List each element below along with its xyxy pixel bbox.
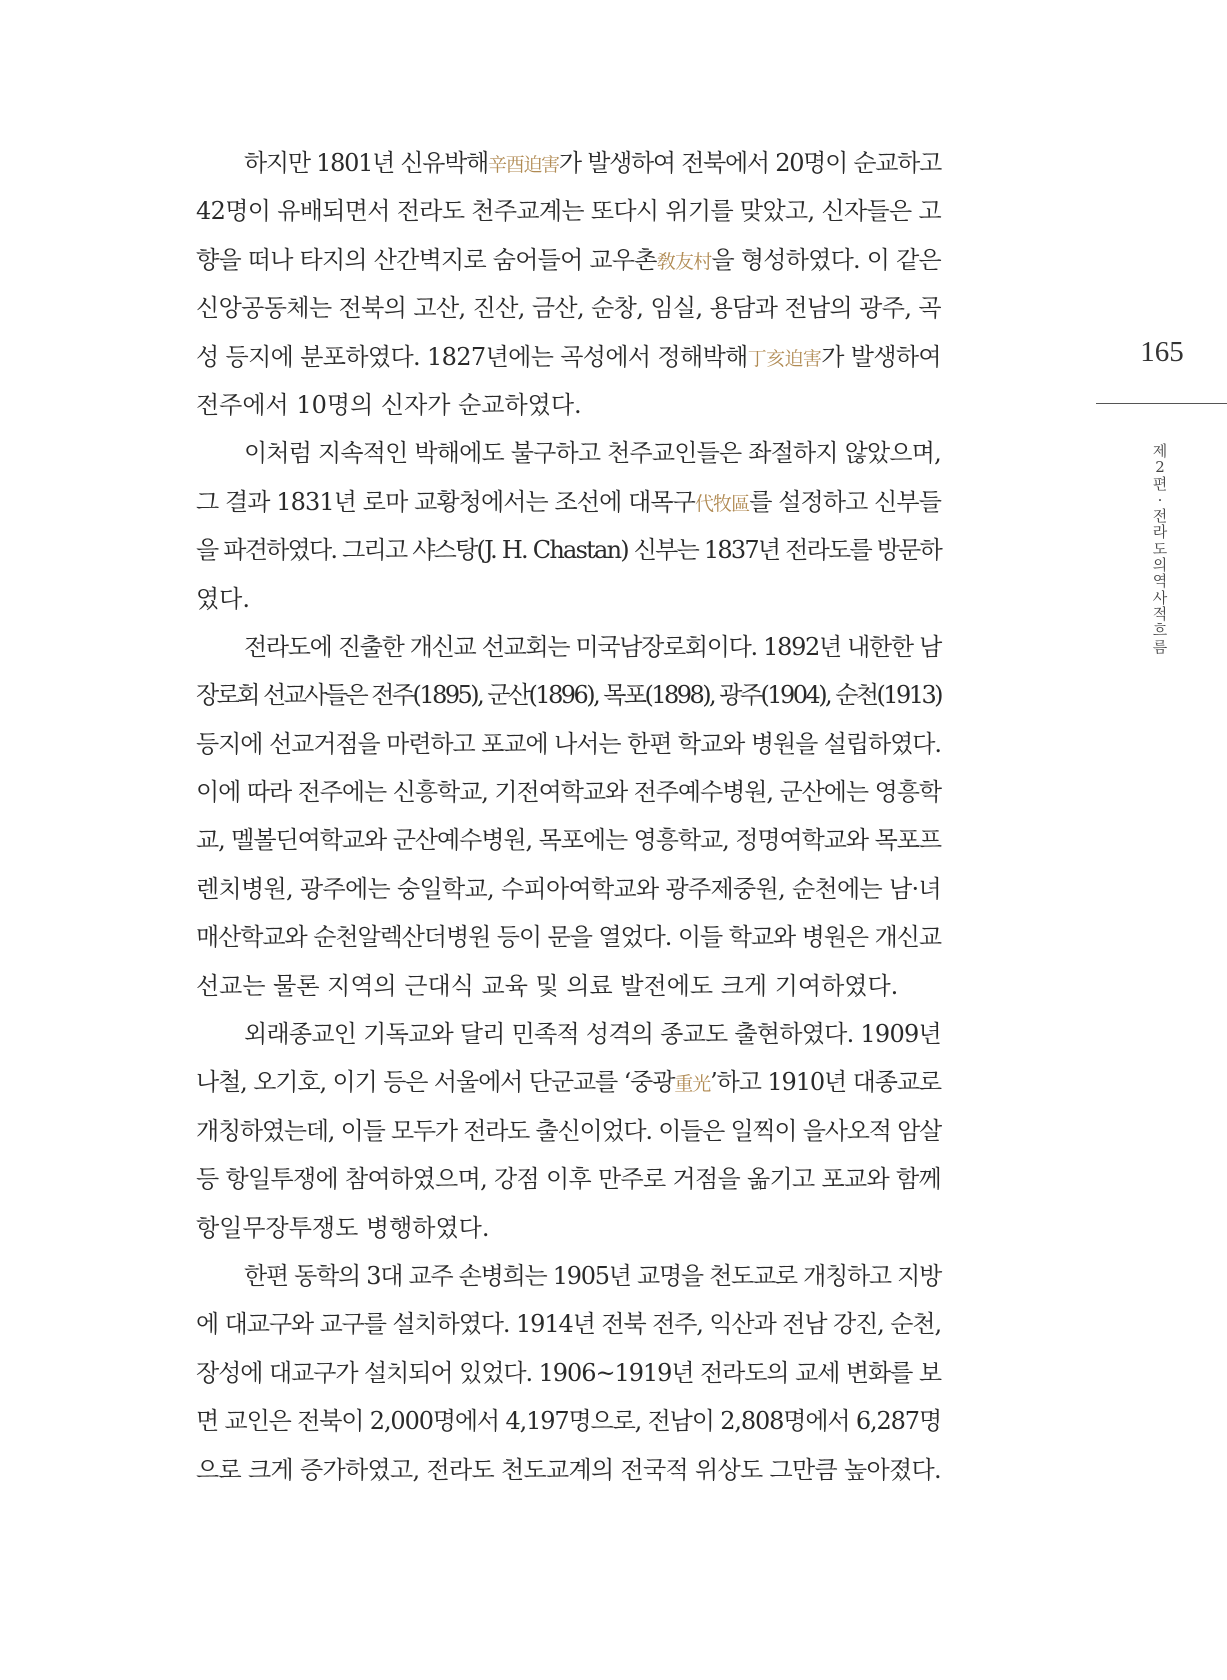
section-title-char: 2: [1155, 458, 1165, 477]
text-segment: 가 발생하여: [821, 342, 941, 371]
text-line: [196, 187, 941, 235]
text-segment: 면 교인은 전북이 2,000명에서 4,197명으로, 전남이 2,808명에서 6,287명: [196, 1407, 941, 1436]
text-segment: 을 형성하였다. 이 같은: [711, 245, 941, 274]
text-segment: 전라도에 진출한 개신교 선교회는 미국남장로회이다. 1892년 내한한 남: [244, 632, 941, 661]
text-segment: 으로 크게 증가하였고, 전라도 천도교계의 전국적 위상도 그만큼 높아졌다.: [196, 1455, 941, 1484]
section-title-char: 흐: [1152, 621, 1168, 640]
text-segment: 를 설정하고 신부들: [749, 487, 941, 516]
text-line: [196, 865, 941, 913]
text-segment: 하지만 1801년 신유박해: [244, 149, 488, 177]
text-segment: 외래종교인 기독교와 달리 민족적 성격의 종교도 출현하였다. 1909년: [244, 1020, 941, 1049]
text-segment: 장성에 대교구가 설치되어 있었다. 1906~1919년 전라도의 교세 변화를 보: [196, 1358, 941, 1387]
text-line: [196, 1300, 941, 1348]
text-line: [196, 526, 941, 574]
text-segment: 그 결과 1831년 로마 교황청에서는 조선에 대목구: [196, 487, 695, 516]
text-segment: 등지에 선교거점을 마련하고 포교에 나서는 한편 학교와 병원을 설립하였다.: [196, 729, 941, 758]
text-segment: 신앙공동체는 전북의 고산, 진산, 금산, 순창, 임실, 용담과 전남의 광주, 곡: [196, 294, 941, 323]
page-number: 165: [1140, 336, 1184, 368]
section-title-char: 사: [1152, 588, 1168, 607]
text-line: [196, 1155, 941, 1203]
text-line: [196, 1204, 941, 1252]
text-segment: 등 항일투쟁에 참여하였으며, 강점 이후 만주로 거점을 옮기고 포교와 함께: [196, 1165, 941, 1194]
text-segment: 선교는 물론 지역의 근대식 교육 및 의료 발전에도 크게 기여하였다.: [196, 971, 899, 1000]
text-line: [196, 671, 941, 719]
text-line: [196, 623, 941, 671]
text-segment: 항일무장투쟁도 병행하였다.: [196, 1213, 490, 1242]
text-segment: 향을 떠나 타지의 산간벽지로 숨어들어 교우촌: [196, 245, 657, 274]
text-line: [196, 1252, 941, 1300]
text-line: [196, 575, 941, 623]
section-title-char: 전: [1152, 507, 1168, 526]
text-line: [196, 1058, 941, 1106]
text-line: [196, 236, 941, 284]
text-line: [196, 478, 941, 526]
text-segment: 매산학교와 순천알렉산더병원 등이 문을 열었다. 이들 학교와 병원은 개신교: [196, 923, 941, 952]
paragraph: [196, 429, 941, 623]
section-title-char: ·: [1157, 490, 1163, 509]
text-line: [196, 1107, 941, 1155]
text-line: [196, 816, 941, 864]
body-text: [196, 139, 941, 1494]
text-segment: 을 파견하였다. 그리고 샤스탕(J. H. Chastan) 신부는 1837년 전라도를 방문하: [196, 536, 941, 565]
text-segment: 이에 따라 전주에는 신흥학교, 기전여학교와 전주예수병원, 군산에는 영흥학: [196, 778, 941, 807]
text-line: [196, 768, 941, 816]
hanja-annotation: 丁亥迫害: [747, 347, 822, 370]
section-title-char: 제: [1152, 442, 1168, 460]
paragraph: [196, 623, 941, 1010]
hanja-annotation: 辛酉迫害: [488, 154, 559, 176]
text-segment: 교, 멜볼딘여학교와 군산예수병원, 목포에는 영흥학교, 정명여학교와 목포프: [196, 826, 941, 855]
paragraph: [196, 1252, 941, 1494]
section-title-char: 름: [1152, 637, 1168, 656]
hanja-annotation: 代牧區: [694, 492, 750, 515]
text-segment: ’하고 1910년 대종교로: [710, 1068, 941, 1097]
section-title-char: 도: [1152, 539, 1168, 558]
text-line: [196, 429, 941, 477]
text-segment: 전주에서 10명의 신자가 순교하였다.: [196, 390, 582, 419]
text-segment: 42명이 유배되면서 전라도 천주교계는 또다시 위기를 맞았고, 신자들은 고: [196, 197, 941, 226]
hanja-annotation: 重光: [674, 1073, 711, 1096]
text-line: [196, 1010, 941, 1058]
text-line: [196, 381, 941, 429]
section-title-char: 의: [1152, 556, 1168, 575]
paragraph: [196, 1010, 941, 1252]
section-title-char: 라: [1152, 523, 1168, 542]
text-segment: 성 등지에 분포하였다. 1827년에는 곡성에서 정해박해: [196, 342, 748, 371]
text-segment: 한편 동학의 3대 교주 손병희는 1905년 교명을 천도교로 개칭하고 지방: [244, 1261, 941, 1290]
text-segment: 이처럼 지속적인 박해에도 불구하고 천주교인들은 좌절하지 않았으며,: [244, 439, 941, 468]
text-segment: 개칭하였는데, 이들 모두가 전라도 출신이었다. 이들은 일찍이 을사오적 암살: [196, 1116, 941, 1145]
text-segment: 장로회 선교사들은 전주(1895), 군산(1896), 목포(1898), 광주(1904), 순천(1913): [196, 681, 941, 710]
section-title-char: 적: [1152, 604, 1168, 623]
text-line: [196, 139, 941, 187]
text-segment: 에 대교구와 교구를 설치하였다. 1914년 전북 전주, 익산과 전남 강진, 순천,: [196, 1310, 941, 1339]
text-segment: 나철, 오기호, 이기 등은 서울에서 단군교를 ‘중광: [196, 1068, 675, 1097]
text-segment: 렌치병원, 광주에는 숭일학교, 수피아여학교와 광주제중원, 순천에는 남·녀: [196, 874, 941, 903]
text-line: [196, 962, 941, 1010]
text-line: [196, 333, 941, 381]
section-title-char: 편: [1152, 474, 1168, 493]
text-line: [196, 720, 941, 768]
text-segment: 였다.: [196, 584, 250, 613]
text-line: [196, 284, 941, 332]
paragraph: [196, 139, 941, 429]
text-line: [196, 1446, 941, 1494]
section-title-char: 역: [1152, 572, 1168, 591]
header-rule: [1096, 403, 1227, 404]
text-segment: 가 발생하여 전북에서 20명이 순교하고: [558, 149, 942, 177]
hanja-annotation: 敎友村: [656, 250, 712, 273]
text-line: [196, 1349, 941, 1397]
text-line: [196, 1397, 941, 1445]
text-line: [196, 913, 941, 961]
section-title: [1150, 443, 1170, 655]
